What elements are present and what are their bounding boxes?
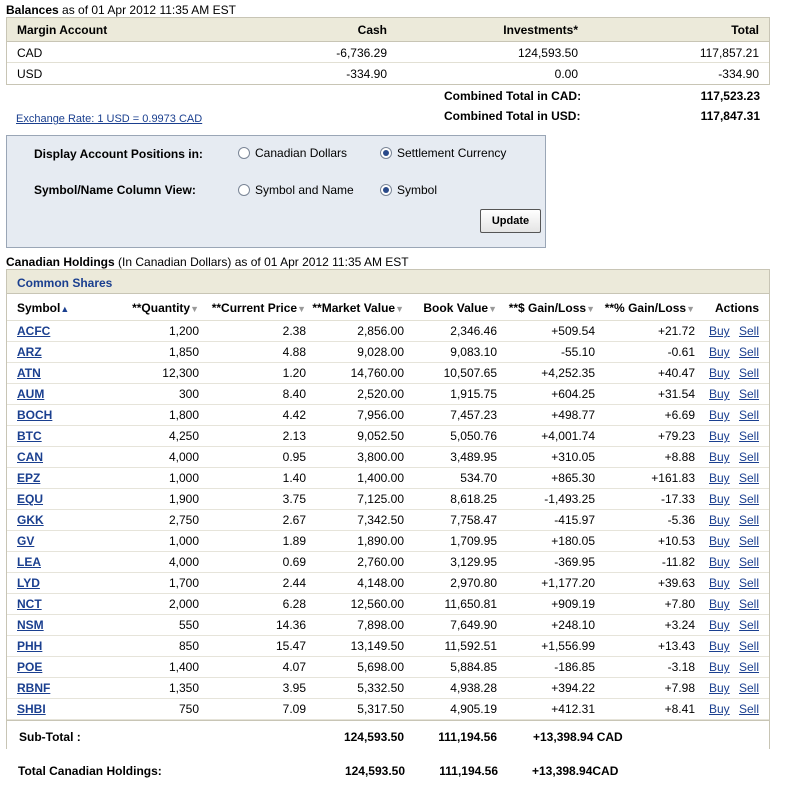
table-row — [7, 447, 769, 468]
market-value-cell: 1,890.00 — [357, 534, 404, 548]
table-row — [7, 573, 769, 594]
sell-link[interactable]: Sell — [739, 576, 760, 590]
pct-gain-cell: -0.61 — [667, 345, 695, 359]
market-value-cell: 7,342.50 — [357, 513, 404, 527]
market-value-cell: 7,898.00 — [357, 618, 404, 632]
gain-cell: +865.30 — [551, 471, 595, 485]
buy-link[interactable]: Buy — [709, 366, 730, 380]
total-value: -334.90 — [718, 67, 759, 81]
total-canadian-holdings-row — [6, 762, 770, 780]
sell-link[interactable]: Sell — [739, 492, 760, 506]
market-value-cell: 1,400.00 — [357, 471, 404, 485]
exchange-rate-link[interactable]: Exchange Rate: 1 USD = 0.9973 CAD — [16, 113, 203, 125]
balance-row-usd — [7, 63, 769, 84]
buy-link[interactable]: Buy — [709, 660, 730, 674]
market-value-cell: 9,052.50 — [357, 429, 404, 443]
display-positions-label: Display Account Positions in: — [34, 147, 203, 161]
sell-link[interactable]: Sell — [739, 345, 760, 359]
table-row — [7, 426, 769, 447]
price-cell: 4.88 — [282, 345, 306, 359]
balances-asof: as of 01 Apr 2012 11:35 AM EST — [58, 3, 236, 17]
radio-circle-icon[interactable] — [238, 147, 250, 159]
book-value-cell: 11,650.81 — [444, 597, 497, 611]
buy-link[interactable]: Buy — [709, 639, 730, 653]
sell-link[interactable]: Sell — [739, 513, 760, 527]
buy-link[interactable]: Buy — [709, 408, 730, 422]
price-cell: 2.44 — [282, 576, 306, 590]
quantity-cell: 1,850 — [168, 345, 199, 359]
book-value-cell: 8,618.25 — [450, 492, 497, 506]
cash-value: -6,736.29 — [336, 46, 387, 60]
market-value-cell: 9,028.00 — [357, 345, 404, 359]
gain-cell: +4,252.35 — [541, 366, 595, 380]
table-row — [7, 363, 769, 384]
radio-circle-icon[interactable] — [380, 184, 392, 196]
common-shares-header: Common Shares — [7, 270, 769, 294]
price-cell: 0.95 — [282, 450, 306, 464]
total-label: Total Canadian Holdings: — [18, 764, 162, 778]
symbol-link[interactable]: ARZ — [17, 345, 42, 359]
quantity-cell: 1,000 — [168, 534, 199, 548]
sell-link[interactable]: Sell — [739, 408, 760, 422]
symbol-link[interactable]: NSM — [17, 618, 44, 632]
col-market-value-label: **Market Value — [312, 301, 396, 315]
update-button[interactable]: Update — [480, 209, 541, 233]
total-value: 117,857.21 — [699, 46, 759, 60]
table-row — [7, 321, 769, 342]
pct-gain-cell: +21.72 — [657, 324, 695, 338]
col-margin-account: Margin Account — [17, 23, 108, 37]
sell-link[interactable]: Sell — [739, 366, 760, 380]
col-market-value-sort[interactable] — [312, 294, 404, 323]
subtotal-row — [7, 720, 769, 752]
gain-cell: -55.10 — [560, 345, 595, 359]
sort-icon: ▼ — [586, 304, 595, 314]
book-value-cell: 5,884.85 — [450, 660, 497, 674]
price-cell: 6.28 — [282, 597, 306, 611]
sort-icon: ▼ — [395, 304, 404, 314]
price-cell: 2.38 — [282, 324, 306, 338]
sort-icon: ▼ — [686, 304, 695, 314]
pct-gain-cell: -5.36 — [667, 513, 695, 527]
gain-cell: +394.22 — [551, 681, 595, 695]
sell-link[interactable]: Sell — [739, 618, 760, 632]
table-row — [7, 468, 769, 489]
price-cell: 3.95 — [282, 681, 306, 695]
sort-icon: ▼ — [190, 304, 199, 314]
gain-cell: +1,556.99 — [541, 639, 595, 653]
sell-link[interactable]: Sell — [739, 534, 760, 548]
gain-cell: +909.19 — [551, 597, 595, 611]
pct-gain-cell: +79.23 — [657, 429, 695, 443]
symbol-link[interactable]: BTC — [17, 429, 42, 443]
gain-cell: +180.05 — [551, 534, 595, 548]
radio-label: Symbol and Name — [255, 183, 354, 197]
quantity-cell: 2,750 — [168, 513, 199, 527]
radio-label: Canadian Dollars — [255, 146, 348, 160]
book-value-cell: 3,489.95 — [450, 450, 497, 464]
holdings-subtitle: (In Canadian Dollars) as of 01 Apr 2012 11:35 AM EST — [114, 255, 409, 269]
pct-gain-cell: +8.41 — [664, 702, 695, 716]
col-pct-gain-label: **% Gain/Loss — [604, 301, 687, 315]
symbol-link[interactable]: BOCH — [17, 408, 53, 422]
gain-cell: +412.31 — [551, 702, 595, 716]
sell-link[interactable]: Sell — [739, 387, 760, 401]
book-value-cell: 4,938.28 — [450, 681, 497, 695]
quantity-cell: 2,000 — [168, 597, 199, 611]
sort-ascending-icon: ▲ — [60, 304, 70, 314]
quantity-cell: 4,000 — [168, 555, 199, 569]
holdings-column-headers — [7, 294, 769, 321]
book-value-cell: 7,649.90 — [450, 618, 497, 632]
cash-value: -334.90 — [346, 67, 387, 81]
book-value-cell: 4,905.19 — [450, 702, 497, 716]
radio-label: Symbol — [397, 183, 438, 197]
price-cell: 7.09 — [282, 702, 306, 716]
price-cell: 4.42 — [282, 408, 306, 422]
table-row — [7, 594, 769, 615]
symbol-link[interactable]: NCT — [17, 597, 42, 611]
col-quantity-sort[interactable] — [132, 294, 199, 323]
col-actions-label: Actions — [714, 301, 759, 315]
market-value-cell: 5,317.50 — [357, 702, 404, 716]
gain-cell: +248.10 — [551, 618, 595, 632]
sell-link[interactable]: Sell — [739, 555, 760, 569]
col-cash: Cash — [357, 23, 387, 37]
table-row — [7, 405, 769, 426]
display-settings-panel — [6, 135, 546, 248]
price-cell: 2.67 — [282, 513, 306, 527]
subtotal-book-value: 111,194.56 — [438, 730, 497, 744]
quantity-cell: 750 — [178, 702, 199, 716]
quantity-cell: 4,250 — [168, 429, 199, 443]
holdings-table — [6, 269, 770, 749]
holdings-title — [6, 255, 409, 269]
symbol-link[interactable]: LEA — [17, 555, 41, 569]
sell-link[interactable]: Sell — [739, 429, 760, 443]
sell-link[interactable]: Sell — [739, 702, 760, 716]
symbol-view-label: Symbol/Name Column View: — [34, 183, 196, 197]
pct-gain-cell: +8.88 — [664, 450, 695, 464]
subtotal-gain: +13,398.94 CAD — [533, 730, 623, 744]
symbol-link[interactable]: GKK — [17, 513, 44, 527]
combined-usd-label: Combined Total in USD: — [444, 109, 581, 123]
quantity-cell: 1,900 — [168, 492, 199, 506]
gain-cell: +604.25 — [551, 387, 595, 401]
subtotal-market-value: 124,593.50 — [343, 730, 404, 744]
market-value-cell: 2,856.00 — [357, 324, 404, 338]
price-cell: 3.75 — [282, 492, 306, 506]
holdings-rows — [7, 321, 769, 720]
buy-link[interactable]: Buy — [709, 681, 730, 695]
symbol-link[interactable]: GV — [17, 534, 35, 548]
table-row — [7, 615, 769, 636]
market-value-cell: 14,760.00 — [350, 366, 404, 380]
quantity-cell: 1,400 — [168, 660, 199, 674]
market-value-cell: 2,520.00 — [357, 387, 404, 401]
gain-cell: +498.77 — [551, 408, 595, 422]
col-investments: Investments* — [503, 23, 578, 37]
quantity-cell: 850 — [178, 639, 199, 653]
symbol-link[interactable]: ATN — [17, 366, 41, 380]
table-row — [7, 384, 769, 405]
book-value-cell: 9,083.10 — [450, 345, 497, 359]
buy-link[interactable]: Buy — [709, 324, 730, 338]
buy-link[interactable]: Buy — [709, 555, 730, 569]
symbol-link[interactable]: LYD — [17, 576, 40, 590]
table-row — [7, 531, 769, 552]
pct-gain-cell: -17.33 — [660, 492, 695, 506]
holdings-heading: Canadian Holdings — [6, 255, 115, 269]
table-row — [7, 342, 769, 363]
pct-gain-cell: +7.98 — [664, 681, 695, 695]
gain-cell: +310.05 — [551, 450, 595, 464]
price-cell: 1.89 — [282, 534, 306, 548]
market-value-cell: 2,760.00 — [357, 555, 404, 569]
table-row — [7, 510, 769, 531]
col-gain-sort[interactable] — [509, 294, 595, 323]
combined-usd-value: 117,847.31 — [700, 109, 760, 123]
symbol-link[interactable]: SHBI — [17, 702, 46, 716]
sort-icon: ▼ — [297, 304, 306, 314]
sell-link[interactable]: Sell — [739, 639, 760, 653]
sell-link[interactable]: Sell — [739, 660, 760, 674]
price-cell: 1.40 — [282, 471, 306, 485]
buy-link[interactable]: Buy — [709, 576, 730, 590]
radio-label: Settlement Currency — [397, 146, 507, 160]
symbol-link[interactable]: EPZ — [17, 471, 41, 485]
book-value-cell: 7,758.47 — [450, 513, 497, 527]
investments-value: 124,593.50 — [517, 46, 578, 60]
market-value-cell: 7,956.00 — [357, 408, 404, 422]
col-price-sort[interactable] — [212, 294, 306, 323]
symbol-link[interactable]: PHH — [17, 639, 43, 653]
col-price-label: **Current Price — [211, 301, 298, 315]
radio-circle-icon[interactable] — [380, 147, 392, 159]
gain-cell: +1,177.20 — [541, 576, 595, 590]
col-pct-gain-sort[interactable] — [605, 294, 695, 323]
table-row — [7, 678, 769, 699]
combined-cad-label: Combined Total in CAD: — [444, 89, 582, 103]
sell-link[interactable]: Sell — [739, 450, 760, 464]
sell-link[interactable]: Sell — [739, 597, 760, 611]
currency-label: USD — [17, 67, 43, 81]
book-value-cell: 534.70 — [460, 471, 497, 485]
col-book-value-label: Book Value — [423, 301, 489, 315]
pct-gain-cell: +13.43 — [657, 639, 695, 653]
table-row — [7, 552, 769, 573]
balance-row-cad — [7, 42, 769, 63]
buy-link[interactable]: Buy — [709, 387, 730, 401]
currency-label: CAD — [17, 46, 43, 60]
price-cell: 15.47 — [275, 639, 306, 653]
symbol-link[interactable]: AUM — [17, 387, 45, 401]
buy-link[interactable]: Buy — [709, 471, 730, 485]
buy-link[interactable]: Buy — [709, 702, 730, 716]
col-symbol-label: Symbol — [17, 301, 61, 315]
price-cell: 4.07 — [282, 660, 306, 674]
buy-link[interactable]: Buy — [709, 450, 730, 464]
gain-cell: -1,493.25 — [544, 492, 595, 506]
buy-link[interactable]: Buy — [709, 513, 730, 527]
price-cell: 1.20 — [282, 366, 306, 380]
price-cell: 8.40 — [282, 387, 306, 401]
pct-gain-cell: -3.18 — [667, 660, 695, 674]
combined-cad-value: 117,523.23 — [700, 89, 760, 103]
radio-symbol-and-name[interactable] — [238, 183, 354, 197]
buy-link[interactable]: Buy — [709, 618, 730, 632]
buy-link[interactable]: Buy — [709, 492, 730, 506]
quantity-cell: 550 — [178, 618, 199, 632]
gain-cell: -415.97 — [554, 513, 595, 527]
quantity-cell: 12,300 — [162, 366, 199, 380]
book-value-cell: 3,129.95 — [450, 555, 497, 569]
gain-cell: +509.54 — [551, 324, 595, 338]
table-row — [7, 699, 769, 720]
quantity-cell: 300 — [178, 387, 199, 401]
balances-header-row — [7, 18, 769, 42]
sell-link[interactable]: Sell — [739, 681, 760, 695]
market-value-cell: 13,149.50 — [350, 639, 404, 653]
col-total: Total — [731, 23, 759, 37]
price-cell: 14.36 — [275, 618, 306, 632]
market-value-cell: 7,125.00 — [357, 492, 404, 506]
quantity-cell: 1,800 — [168, 408, 199, 422]
table-row — [7, 489, 769, 510]
market-value-cell: 12,560.00 — [350, 597, 404, 611]
price-cell: 2.13 — [282, 429, 306, 443]
pct-gain-cell: +3.24 — [664, 618, 695, 632]
col-symbol-sort[interactable] — [17, 294, 69, 323]
pct-gain-cell: +40.47 — [657, 366, 695, 380]
symbol-link[interactable]: RBNF — [17, 681, 51, 695]
quantity-cell: 4,000 — [168, 450, 199, 464]
total-book-value: 111,194.56 — [439, 764, 498, 778]
pct-gain-cell: +7.80 — [664, 597, 695, 611]
symbol-link[interactable]: POE — [17, 660, 43, 674]
subtotal-label: Sub-Total : — [19, 730, 81, 744]
book-value-cell: 11,592.51 — [444, 639, 497, 653]
gain-cell: -186.85 — [554, 660, 595, 674]
sell-link[interactable]: Sell — [739, 471, 760, 485]
radio-symbol[interactable] — [380, 183, 437, 197]
col-quantity-label: **Quantity — [132, 301, 191, 315]
sort-icon: ▼ — [488, 304, 497, 314]
buy-link[interactable]: Buy — [709, 345, 730, 359]
quantity-cell: 1,350 — [168, 681, 199, 695]
pct-gain-cell: +6.69 — [664, 408, 695, 422]
book-value-cell: 10,507.65 — [443, 366, 497, 380]
gain-cell: -369.95 — [554, 555, 595, 569]
pct-gain-cell: +39.63 — [657, 576, 695, 590]
pct-gain-cell: -11.82 — [661, 555, 695, 569]
market-value-cell: 4,148.00 — [357, 576, 404, 590]
pct-gain-cell: +10.53 — [657, 534, 695, 548]
book-value-cell: 2,970.80 — [450, 576, 497, 590]
table-row — [7, 657, 769, 678]
radio-settlement-currency[interactable] — [380, 146, 506, 160]
investments-value: 0.00 — [554, 67, 578, 81]
buy-link[interactable]: Buy — [709, 429, 730, 443]
col-book-value-sort[interactable] — [423, 294, 497, 323]
total-market-value: 124,593.50 — [344, 764, 405, 778]
book-value-cell: 7,457.23 — [450, 408, 497, 422]
gain-cell: +4,001.74 — [541, 429, 595, 443]
book-value-cell: 1,915.75 — [450, 387, 497, 401]
market-value-cell: 5,698.00 — [357, 660, 404, 674]
market-value-cell: 3,800.00 — [357, 450, 404, 464]
quantity-cell: 1,000 — [168, 471, 199, 485]
book-value-cell: 1,709.95 — [450, 534, 497, 548]
book-value-cell: 2,346.46 — [450, 324, 497, 338]
col-gain-label: **$ Gain/Loss — [508, 301, 587, 315]
total-gain: +13,398.94CAD — [532, 764, 619, 778]
pct-gain-cell: +31.54 — [657, 387, 695, 401]
quantity-cell: 1,700 — [168, 576, 199, 590]
sell-link[interactable]: Sell — [739, 324, 760, 338]
pct-gain-cell: +161.83 — [651, 471, 695, 485]
table-row — [7, 636, 769, 657]
price-cell: 0.69 — [282, 555, 306, 569]
balances-title — [6, 3, 236, 17]
balances-heading: Balances — [6, 3, 59, 17]
symbol-link[interactable]: EQU — [17, 492, 44, 506]
quantity-cell: 1,200 — [168, 324, 199, 338]
buy-link[interactable]: Buy — [709, 534, 730, 548]
radio-circle-icon[interactable] — [238, 184, 250, 196]
book-value-cell: 5,050.76 — [450, 429, 497, 443]
symbol-link[interactable]: CAN — [17, 450, 43, 464]
radio-canadian-dollars[interactable] — [238, 146, 347, 160]
balances-table — [6, 17, 770, 85]
market-value-cell: 5,332.50 — [357, 681, 404, 695]
symbol-link[interactable]: ACFC — [17, 324, 51, 338]
buy-link[interactable]: Buy — [709, 597, 730, 611]
